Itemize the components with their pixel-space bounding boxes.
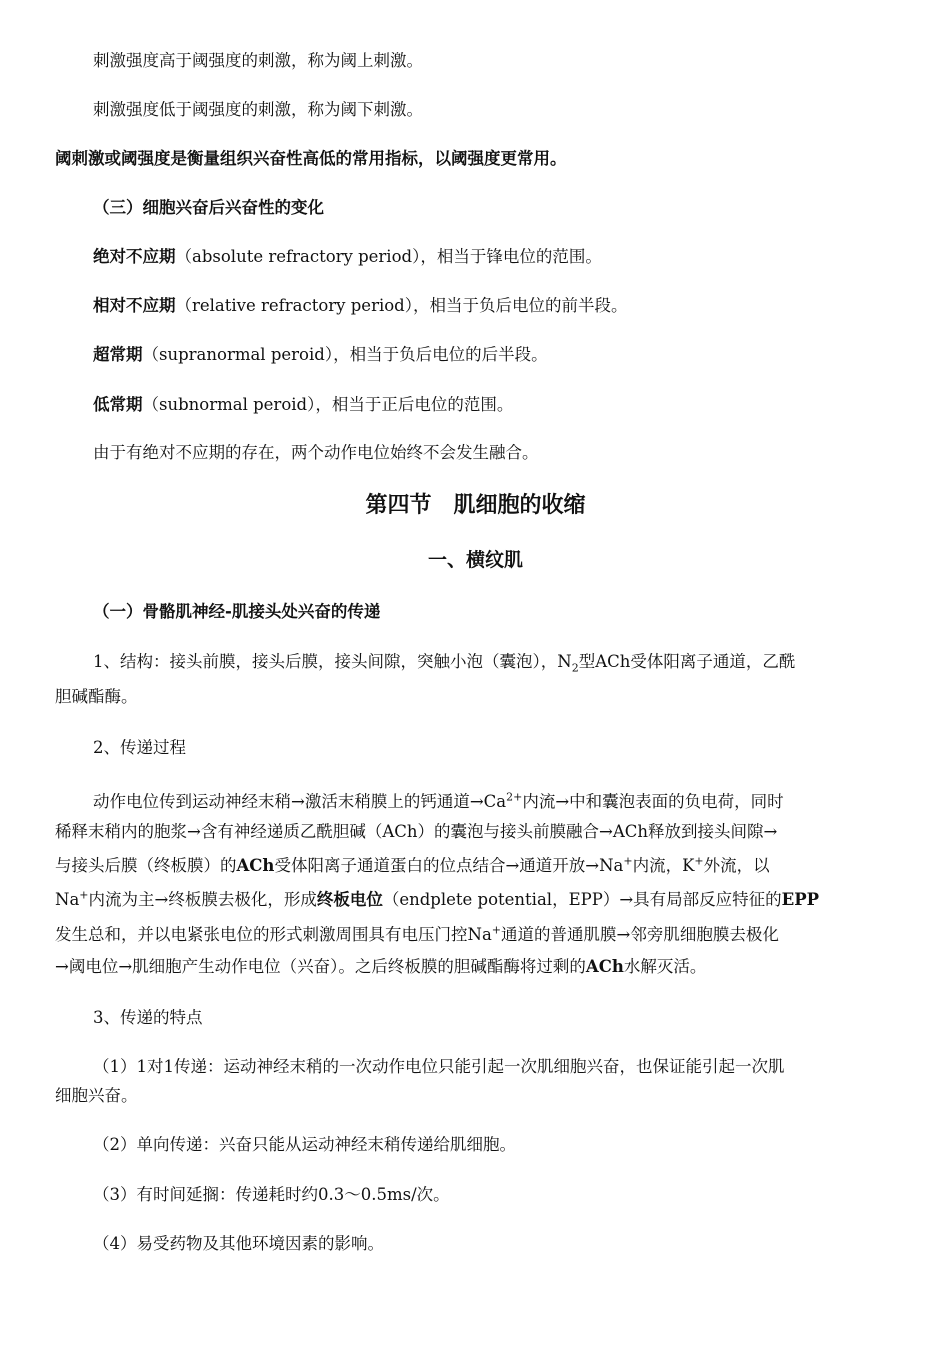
paragraph-structure-line2: 胆碱酯酶。 bbox=[55, 687, 138, 706]
process-line-3-b: 受体阳离子通道蛋白的位点结合→通道开放→Na bbox=[274, 856, 624, 875]
structure-text-a: 1、结构：接头前膜，接头后膜，接头间隙，突触小泡（囊泡），N bbox=[93, 652, 572, 671]
process-line-6-ach: ACh bbox=[585, 957, 624, 976]
text-absolute-refractory: （absolute refractory period），相当于锋电位的范围。 bbox=[175, 247, 602, 266]
structure-text-b: 型ACh受体阳离子通道，乙酰 bbox=[578, 652, 796, 671]
subsection-title: 一、横纹肌 bbox=[427, 549, 523, 571]
process-line-3-ach: ACh bbox=[236, 856, 275, 875]
process-line-1-sup: 2+ bbox=[506, 790, 523, 804]
heading-transmission-features: 3、传递的特点 bbox=[93, 1008, 203, 1027]
paragraph-no-fusion: 由于有绝对不应期的存在，两个动作电位始终不会发生融合。 bbox=[93, 443, 539, 462]
paragraph-relative-refractory bbox=[93, 291, 938, 320]
process-line-6 bbox=[55, 953, 706, 981]
term-endplate-potential: 终板电位 bbox=[316, 890, 383, 909]
feature-1-line-1: （1）1对1传递：运动神经末稍的一次动作电位只能引起一次肌细胞兴奋，也保证能引起一次肌 bbox=[93, 1057, 785, 1076]
process-line-3-sup-1: + bbox=[623, 854, 633, 868]
process-line-5-sup: + bbox=[491, 923, 501, 937]
process-line-1 bbox=[93, 788, 784, 816]
paragraph-suprathreshold: 刺激强度高于阈强度的刺激，称为阈上刺激。 bbox=[93, 51, 423, 70]
paragraph-threshold-index: 阈刺激或阈强度是衡量组织兴奋性高低的常用指标，以阈强度更常用。 bbox=[55, 149, 567, 168]
heading-nmj-transmission: （一）骨骼肌神经-肌接头处兴奋的传递 bbox=[93, 602, 381, 621]
feature-4: （4）易受药物及其他环境因素的影响。 bbox=[93, 1234, 384, 1253]
feature-2: （2）单向传递：兴奋只能从运动神经末稍传递给肌细胞。 bbox=[93, 1135, 516, 1154]
paragraph-subnormal bbox=[93, 390, 938, 419]
feature-1-line-2: 细胞兴奋。 bbox=[55, 1086, 138, 1105]
process-line-3 bbox=[55, 852, 770, 880]
term-supranormal: 超常期 bbox=[93, 345, 143, 364]
structure-subscript: 2 bbox=[571, 661, 579, 675]
process-line-4-c: （endplete potential，EPP）→具有局部反应特征的 bbox=[382, 890, 782, 909]
paragraph-structure-line1 bbox=[93, 647, 938, 676]
heading-excitability-changes: （三）细胞兴奋后兴奋性的变化 bbox=[93, 198, 324, 217]
process-line-3-d: 外流，以 bbox=[703, 856, 770, 875]
process-line-3-a: 与接头后膜（终板膜）的 bbox=[55, 856, 237, 875]
process-line-4 bbox=[55, 886, 819, 914]
paragraph-subthreshold: 刺激强度低于阈强度的刺激，称为阈下刺激。 bbox=[93, 100, 423, 119]
process-line-2: 稀释末稍内的胞浆→含有神经递质乙酰胆碱（ACh）的囊泡与接头前膜融合→ACh释放到接头间隙→ bbox=[55, 822, 778, 841]
section-title: 第四节 肌细胞的收缩 bbox=[365, 493, 586, 518]
feature-3: （3）有时间延搁：传递耗时约0.3～0.5ms/次。 bbox=[93, 1185, 450, 1204]
paragraph-supranormal bbox=[93, 340, 938, 369]
process-line-6-b: 水解灭活。 bbox=[623, 957, 707, 976]
process-line-3-c: 内流，K bbox=[632, 856, 695, 875]
paragraph-absolute-refractory bbox=[93, 242, 938, 271]
process-line-5-b: 通道的普通肌膜→邻旁肌细胞膜去极化 bbox=[501, 925, 779, 944]
process-line-4-b: 内流为主→终板膜去极化，形成 bbox=[88, 890, 317, 909]
process-line-5-a: 发生总和，并以电紧张电位的形式刺激周围具有电压门控Na bbox=[55, 925, 492, 944]
process-line-4-a: Na bbox=[55, 890, 80, 909]
term-absolute-refractory: 绝对不应期 bbox=[93, 247, 176, 266]
heading-transmission-process: 2、传递过程 bbox=[93, 738, 186, 757]
process-line-1-b: 内流→中和囊泡表面的负电荷，同时 bbox=[522, 792, 784, 811]
text-supranormal: （supranormal peroid），相当于负后电位的后半段。 bbox=[142, 345, 548, 364]
process-line-1-a: 动作电位传到运动神经末稍→激活末稍膜上的钙通道→Ca bbox=[93, 792, 507, 811]
process-line-5 bbox=[55, 921, 779, 949]
text-subnormal: （subnormal peroid），相当于正后电位的范围。 bbox=[142, 395, 514, 414]
process-line-4-epp: EPP bbox=[781, 890, 820, 909]
text-relative-refractory: （relative refractory period），相当于负后电位的前半段。 bbox=[175, 296, 628, 315]
term-relative-refractory: 相对不应期 bbox=[93, 296, 176, 315]
process-line-6-a: →阈电位→肌细胞产生动作电位（兴奋）。之后终板膜的胆碱酯酶将过剩的 bbox=[55, 957, 586, 976]
process-line-4-sup: + bbox=[79, 888, 89, 902]
process-line-3-sup-2: + bbox=[694, 854, 704, 868]
term-subnormal: 低常期 bbox=[93, 395, 143, 414]
